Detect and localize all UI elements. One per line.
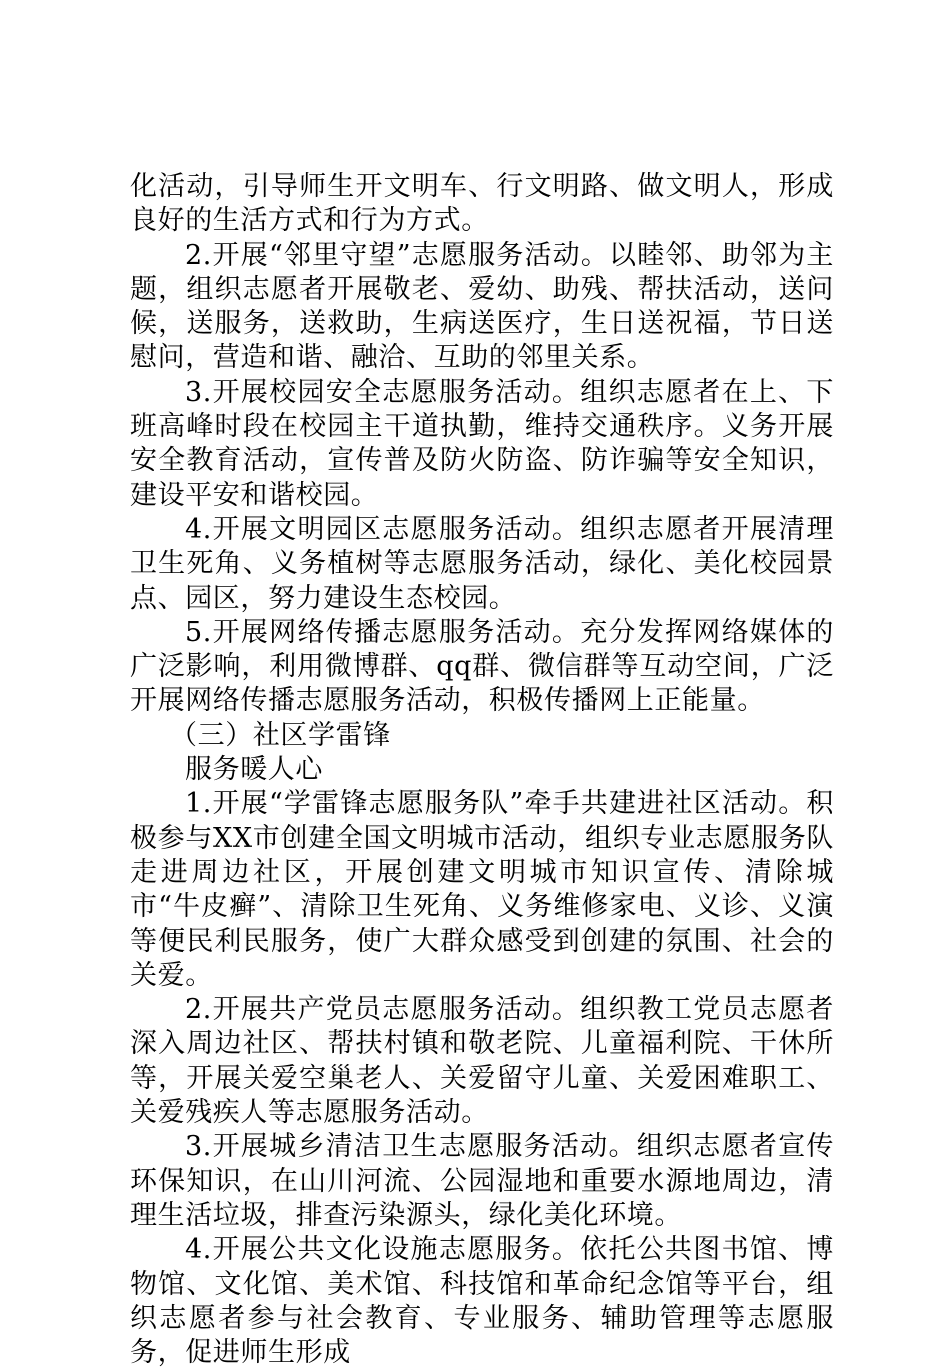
paragraph-item-community-team: 1.开展“学雷锋志愿服务队”牵手共建进社区活动。积极参与XX市创建全国文明城市活动，组织专业志愿服务队走进周边社区，开展创建文明城市知识宣传、清除城市“牛皮癣”、清除卫生死角、义务维修家电、义诊、义演等便民利民服务，使广大群众感受到创建的氛围、社会的关爱。 [130, 788, 834, 991]
section-heading: （三）社区学雷锋 [170, 719, 391, 751]
paragraph-continuation: 化活动，引导师生开文明车、行文明路、做文明人，形成良好的生活方式和行为方式。 [130, 171, 834, 237]
paragraph-item-clean-environment: 3.开展城乡清洁卫生志愿服务活动。组织志愿者宣传环保知识，在山川河流、公园湿地和重要水源地周边，清理生活垃圾，排查污染源头，绿化美化环境。 [130, 1131, 834, 1231]
paragraph-item-campus-safety: 3.开展校园安全志愿服务活动。组织志愿者在上、下班高峰时段在校园主干道执勤，维持交通秩序。义务开展安全教育活动，宣传普及防火防盗、防诈骗等安全知识，建设平安和谐校园。 [130, 376, 834, 511]
paragraph-item-party-members: 2.开展共产党员志愿服务活动。组织教工党员志愿者深入周边社区、帮扶村镇和敬老院、儿童福利院、干休所等，开展关爱空巢老人、关爱留守儿童、关爱困难职工、关爱残疾人等志愿服务活动。 [130, 994, 834, 1129]
document-body [130, 170, 834, 1370]
paragraph-item-civilized-park: 4.开展文明园区志愿服务活动。组织志愿者开展清理卫生死角、义务植树等志愿服务活动，绿化、美化校园景点、园区，努力建设生态校园。 [130, 513, 834, 614]
section-subheading: 服务暖人心 [185, 754, 323, 786]
paragraph-item-cultural-facilities: 4.开展公共文化设施志愿服务。依托公共图书馆、博物馆、文化馆、美术馆、科技馆和革命纪念馆等平台，组织志愿者参与社会教育、专业服务、辅助管理等志愿服务，促进师生形成 [130, 1234, 834, 1369]
paragraph-item-neighborhood-watch: 2.开展“邻里守望”志愿服务活动。以睦邻、助邻为主题，组织志愿者开展敬老、爱幼、助残、帮扶活动，送问候，送服务，送救助，生病送医疗，生日送祝福，节日送慰问，营造和谐、融洽、互助的邻里关系。 [130, 239, 834, 374]
paragraph-item-network-spread: 5.开展网络传播志愿服务活动。充分发挥网络媒体的广泛影响，利用微博群、qq群、微信群等互动空间，广泛开展网络传播志愿服务活动，积极传播网上正能量。 [130, 616, 834, 717]
